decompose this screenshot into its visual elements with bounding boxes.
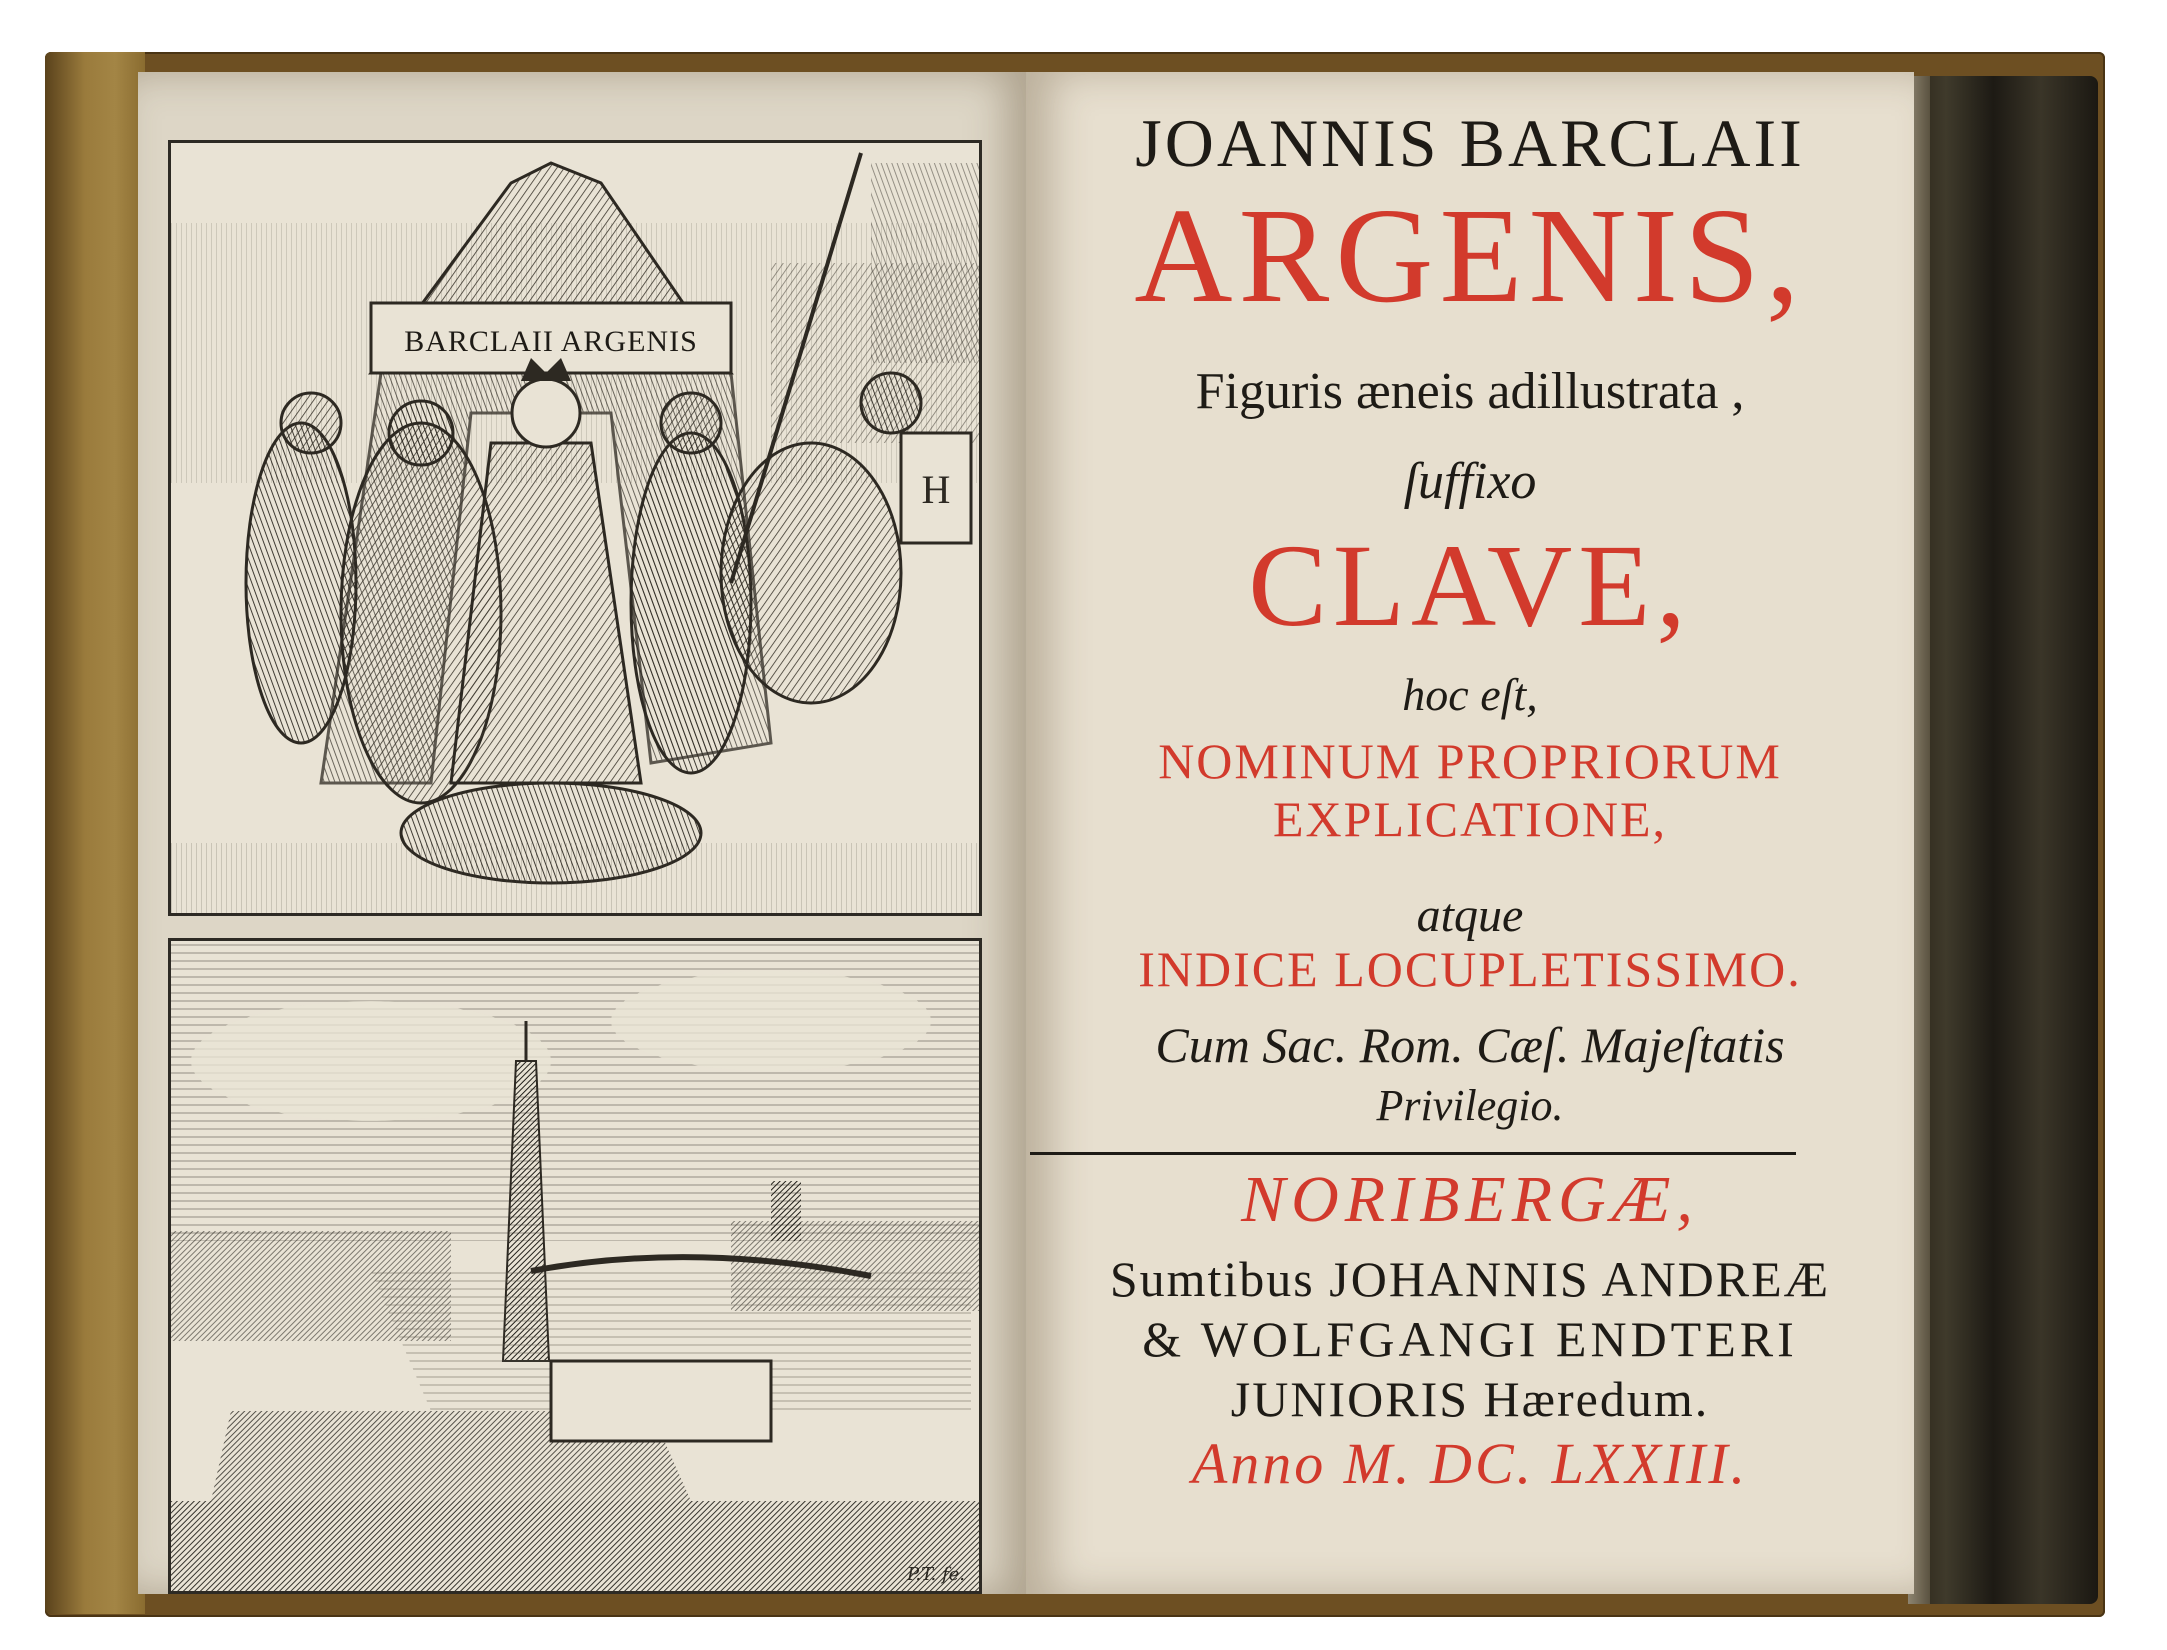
divider-rule <box>1030 1152 1796 1155</box>
page-block-edge <box>1908 76 2098 1604</box>
privilege-line-2: Privilegio. <box>1376 1081 1564 1130</box>
leather-cover <box>45 52 145 1614</box>
engraving-city-view <box>168 938 982 1594</box>
clave-line: CLAVE, <box>1248 520 1692 651</box>
shield-letter: H <box>921 467 951 512</box>
year-line: Anno M. DC. LXXIII. <box>1191 1431 1749 1496</box>
imprint-line-1: Sumtibus JOHANNIS ANDREÆ <box>1109 1251 1831 1307</box>
imprint-line-2: & WOLFGANGI ENDTERI <box>1142 1311 1798 1367</box>
suffixo-line: ſuffixo <box>1403 453 1537 510</box>
book-title: ARGENIS, <box>1134 181 1806 331</box>
hoc-est-line: hoc eſt, <box>1402 669 1538 720</box>
subtitle: Figuris æneis adillustrata , <box>1195 363 1745 420</box>
engraving-throne-scene <box>168 140 982 916</box>
place-line: NORIBERGÆ, <box>1241 1163 1699 1236</box>
indice-line: INDICE LOCUPLETISSIMO. <box>1138 941 1802 997</box>
atque-line: atque <box>1416 889 1524 942</box>
author-line: JOANNIS BARCLAII <box>1135 105 1805 181</box>
imprint-line-3: JUNIORIS Hæredum. <box>1230 1371 1710 1427</box>
explicatione-line: EXPLICATIONE, <box>1272 791 1668 847</box>
engraver-mark: P.T. fe. <box>906 1564 965 1585</box>
privilege-line-1: Cum Sac. Rom. Cæſ. Majeſtatis <box>1155 1017 1785 1073</box>
tent-banner-text: BARCLAII ARGENIS <box>404 325 698 358</box>
nominum-line: NOMINUM PROPRIORUM <box>1158 733 1782 789</box>
